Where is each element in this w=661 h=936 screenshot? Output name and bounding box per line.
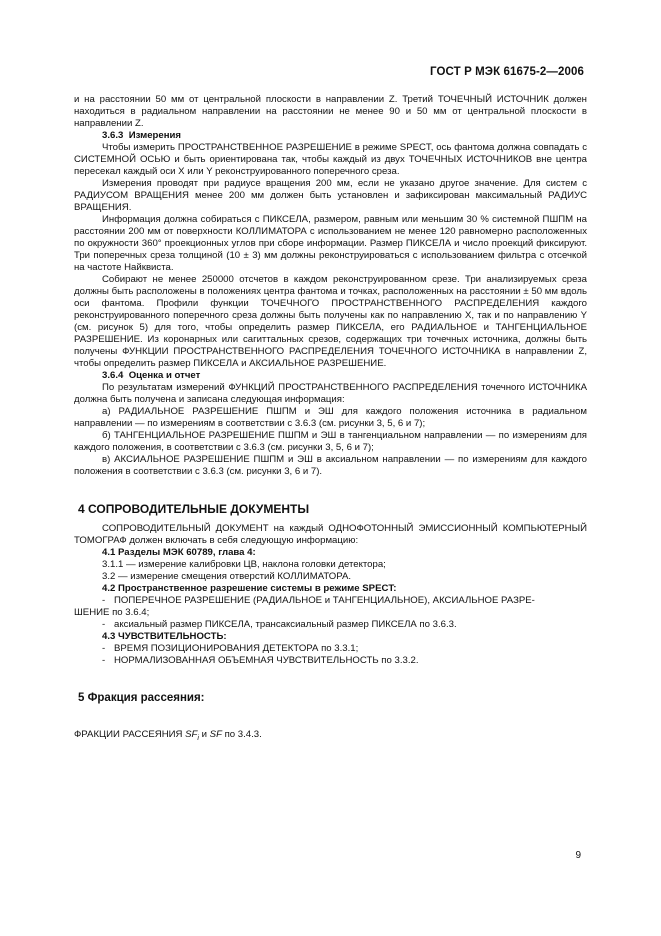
list-item: а) РАДИАЛЬНОЕ РАЗРЕШЕНИЕ ПШПМ и ЭШ для каждого положения источника в радиальном направлении — по измерениям в соответствии с 3.6.3 (см. рисунки 3, 5, 6 и 7); (74, 406, 587, 429)
dash-item-text: НОРМАЛИЗОВАННАЯ ОБЪЕМНАЯ ЧУВСТВИТЕЛЬНОСТЬ по 3.3.2. (114, 655, 419, 666)
section-number: 3.6.4 (102, 370, 124, 381)
subsection-heading: 4.3 ЧУВСТВИТЕЛЬНОСТЬ: (102, 631, 227, 642)
page-body (74, 94, 587, 745)
dash-item-text: ВРЕМЯ ПОЗИЦИОНИРОВАНИЯ ДЕТЕКТОРА по 3.3.1; (114, 643, 359, 654)
sf-symbol: SF (209, 729, 222, 740)
document-code: ГОСТ Р МЭК 61675-2—2006 (430, 66, 584, 78)
paragraph: СОПРОВОДИТЕЛЬНЫЙ ДОКУМЕНТ на каждый ОДНОФОТОННЫЙ ЭМИССИОННЫЙ КОМПЬЮТЕРНЫЙ ТОМОГРАФ должен включать в себя следующую информацию: (74, 523, 587, 546)
scatter-fraction-line (74, 729, 587, 745)
paragraph: Собирают не менее 250000 отсчетов в каждом реконструированном срезе. Три анализируемых среза должны быть расположены в положениях центра фантома и точках, расположенных на расстоянии ± 50 мм вдоль оси фантома. Профили функции ТОЧЕЧНОГО ПРОСТРАНСТВЕННОГО РАСПРЕДЕЛЕНИЯ каждого реконструированного поперечного среза должны быть получены как по направлению X, так и по направлению Y (см. рисунок 5) для того, чтобы определить размер ПИКСЕЛА, его РАДИАЛЬНОЕ и ТАНГЕНЦИАЛЬНОЕ РАЗРЕШЕНИЕ. Из коронарных или сагиттальных срезов, содержащих три точечных источника, должны быть получены ФУНКЦИИ ПРОСТРАНСТВЕННОГО РАСПРЕДЕЛЕНИЯ ТОЧЕЧНОГО ИСТОЧНИКА в направлении Z, чтобы определить размер ПИКСЕЛА и АКСИАЛЬНОЕ РАЗРЕШЕНИЕ. (74, 274, 587, 369)
dash-marker: - (102, 643, 106, 654)
page-number: 9 (575, 850, 581, 861)
dash-item-text: аксиальный размер ПИКСЕЛА, трансаксиальный размер ПИКСЕЛА по 3.6.3. (114, 619, 457, 630)
paragraph: Чтобы измерить ПРОСТРАНСТВЕННОЕ РАЗРЕШЕНИЕ в режиме SPECT, ось фантома должна совпадать с СИСТЕМНОЙ ОСЬЮ и быть ориентирована так, чтобы каждый из двух ТОЧЕЧНЫХ ИСТОЧНИКОВ вне центра пересекал каждый оси X или Y реконструированного поперечного среза. (74, 142, 587, 177)
section-number: 3.6.3 (102, 130, 124, 141)
section-title: Измерения (128, 130, 182, 141)
dash-item (74, 595, 587, 607)
dash-marker: - (102, 595, 106, 606)
dash-item-continuation: ШЕНИЕ по 3.6.4; (74, 607, 150, 618)
sf-symbol: SF (185, 729, 198, 740)
list-item: 3.2 — измерение смещения отверстий КОЛЛИМАТОРА. (102, 571, 352, 582)
list-item: в) АКСИАЛЬНОЕ РАЗРЕШЕНИЕ ПШПМ и ЭШ в аксиальном направлении — по измерениям для каждого положения в соответствии с 3.6.3 (см. рисунки 3, 6 и 7). (74, 454, 587, 477)
dash-item (74, 619, 587, 631)
dash-item-text: ПОПЕРЕЧНОЕ РАЗРЕШЕНИЕ (РАДИАЛЬНОЕ и ТАНГЕНЦИАЛЬНОЕ), АКСИАЛЬНОЕ РАЗРЕ- (114, 595, 535, 606)
dash-item (74, 643, 587, 655)
section-4-heading: 4 СОПРОВОДИТЕЛЬНЫЕ ДОКУМЕНТЫ (78, 502, 310, 516)
subsection-heading: 4.2 Пространственное разрешение системы в режиме SPECT: (102, 583, 397, 594)
dash-marker: - (102, 655, 106, 666)
section-3-6-3-heading (74, 130, 587, 142)
sf-subscript: i (197, 734, 199, 742)
scatter-text-pre: ФРАКЦИИ РАССЕЯНИЯ (74, 729, 186, 740)
section-title: Оценка и отчет (128, 370, 201, 381)
paragraph: Измерения проводят при радиусе вращения 200 мм, если не указано другое значение. Для систем с РАДИУСОМ ВРАЩЕНИЯ менее 200 мм должен быть установлен и зафиксирован максимальный РАДИУС ВРАЩЕНИЯ. (74, 178, 587, 213)
intro-paragraph: и на расстоянии 50 мм от центральной плоскости в направлении Z. Третий ТОЧЕЧНЫЙ ИСТОЧНИК должен находиться в радиальном направлении на расстоянии не менее 90 и 50 мм от центральной плоскости в направлении Z. (74, 94, 587, 129)
section-5-heading: 5 Фракция рассеяния: (78, 692, 205, 704)
scatter-text-mid: и (198, 729, 210, 740)
dash-item (74, 655, 587, 667)
list-item: б) ТАНГЕНЦИАЛЬНОЕ РАЗРЕШЕНИЕ ПШПМ и ЭШ в тангенциальном направлении — по измерениям для каждого положения, в соответствии с 3.6.3 (см. рисунки 3, 5, 6 и 7); (74, 430, 587, 453)
section-3-6-4-heading (74, 370, 587, 382)
scatter-text-post: по 3.4.3. (221, 729, 262, 740)
dash-marker: - (102, 619, 106, 630)
subsection-heading: 4.1 Разделы МЭК 60789, глава 4: (102, 547, 256, 558)
list-item: 3.1.1 — измерение калибровки ЦВ, наклона головки детектора; (102, 559, 386, 570)
paragraph: Информация должна собираться с ПИКСЕЛА, размером, равным или меньшим 30 % системной ПШПМ на расстоянии 200 мм от поверхности КОЛЛИМАТОРА с использованием не менее 120 равномерно расположенных по окружности 360° проекционных углов при сборе информации. Размер ПИКСЕЛА и число проекций фиксируют. Три поперечных среза толщиной (10 ± 3) мм должны реконструироваться с использованием фильтра с отсечкой на частоте Найквиста. (74, 214, 587, 273)
paragraph: По результатам измерений ФУНКЦИЙ ПРОСТРАНСТВЕННОГО РАСПРЕДЕЛЕНИЯ точечного ИСТОЧНИКА должна быть получена и записана следующая информация: (74, 382, 587, 405)
